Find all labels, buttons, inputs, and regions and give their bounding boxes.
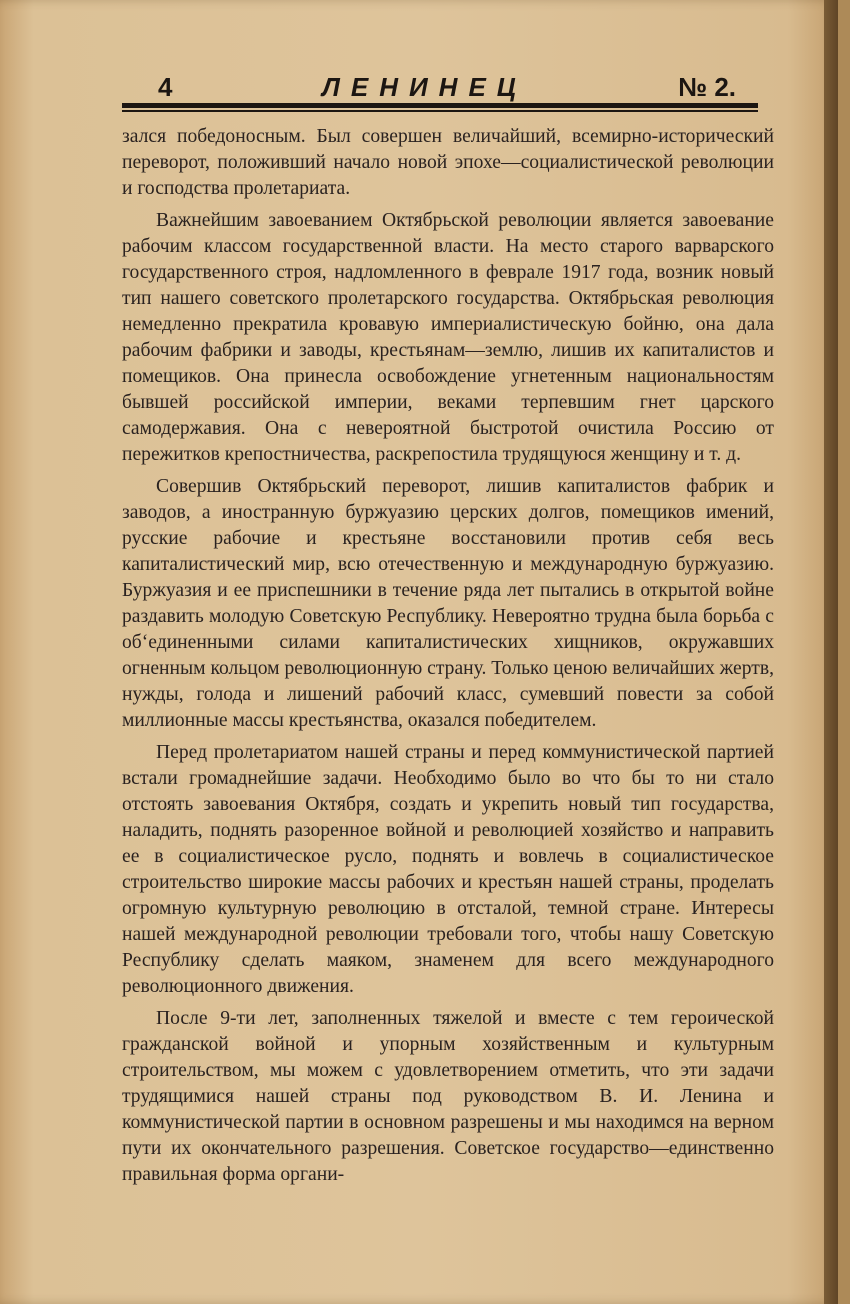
article-body (122, 124, 774, 1194)
page-header (122, 70, 758, 104)
paragraph-5: После 9-ти лет, заполненных тяжелой и вместе с тем героической гражданской войной и упорным хозяйственным и культурным строительством, мы можем с удовлетворением отметить, что эти задачи трудящимися нашей страны под руководством В. И. Ленина и коммунистической партии в основном разрешены и мы находимся на верном пути их окончательного разрешения. Советское государство—единственно правильная форма органи- (122, 1008, 774, 1185)
paragraph-3: Совершив Октябрьский переворот, лишив капиталистов фабрик и заводов, а иностранную буржуазию церских долгов, помещиков имений, русские рабочие и крестьяне восстановили против себя весь капиталистический мир, всю отечественную и международную буржуазию. Буржуазия и ее приспешники в течение ряда лет пытались в открытой войне раздавить молодую Советскую Республику. Невероятно трудна была борьба с об‘единенными силами капиталистических хищников, окружавших огненным кольцом революционную страну. Только ценою величайших жертв, нужды, голода и лишений рабочий класс, сумевший повести за собой миллионные массы крестьянства, оказался победителем. (122, 476, 774, 731)
newspaper-masthead: ЛЕНИНЕЦ (322, 72, 527, 102)
header-rule-thin (122, 110, 758, 112)
header-rule-thick (122, 103, 758, 108)
page-edge-shadow (824, 0, 838, 1304)
issue-number: № 2. (678, 72, 736, 102)
paragraph-2: Важнейшим завоеванием Октябрьской революции является завоевание рабочим классом государственной власти. На место старого варварского государственного строя, надломленного в феврале 1917 года, возник новый тип нашего советского пролетарского государства. Октябрьская революция немедленно прекратила кровавую империалистическую бойню, она дала рабочим фабрики и заводы, крестьянам—землю, лишив их капиталистов и помещиков. Она принесла освобождение угнетенным национальностям бывшей российской империи, веками терпевшим гнет царского самодержавия. Она с невероятной быстротой очистила Россию от пережитков крепостничества, раскрепостила трудящуюся женщину и т. д. (122, 210, 774, 465)
page-number: 4 (158, 72, 173, 102)
paragraph-1: зался победоносным. Был совершен величайший, всемирно-исторический переворот, положивший начало новой эпохе—социалистической революции и господства пролетариата. (122, 126, 774, 199)
paragraph-4: Перед пролетариатом нашей страны и перед коммунистической партией встали громаднейшие задачи. Необходимо было во что бы то ни стало отстоять завоевания Октября, создать и укрепить новый тип государства, наладить, поднять разоренное войной и революцией хозяйство и направить ее в социалистическое русло, поднять и вовлечь в социалистическое строительство широкие массы рабочих и крестьян нашей страны, проделать огромную культурную революцию в отсталой, темной стране. Интересы нашей международной революции требовали того, чтобы нашу Советскую Республику сделать маяком, знаменем для всего международного революционного движения. (122, 742, 774, 997)
